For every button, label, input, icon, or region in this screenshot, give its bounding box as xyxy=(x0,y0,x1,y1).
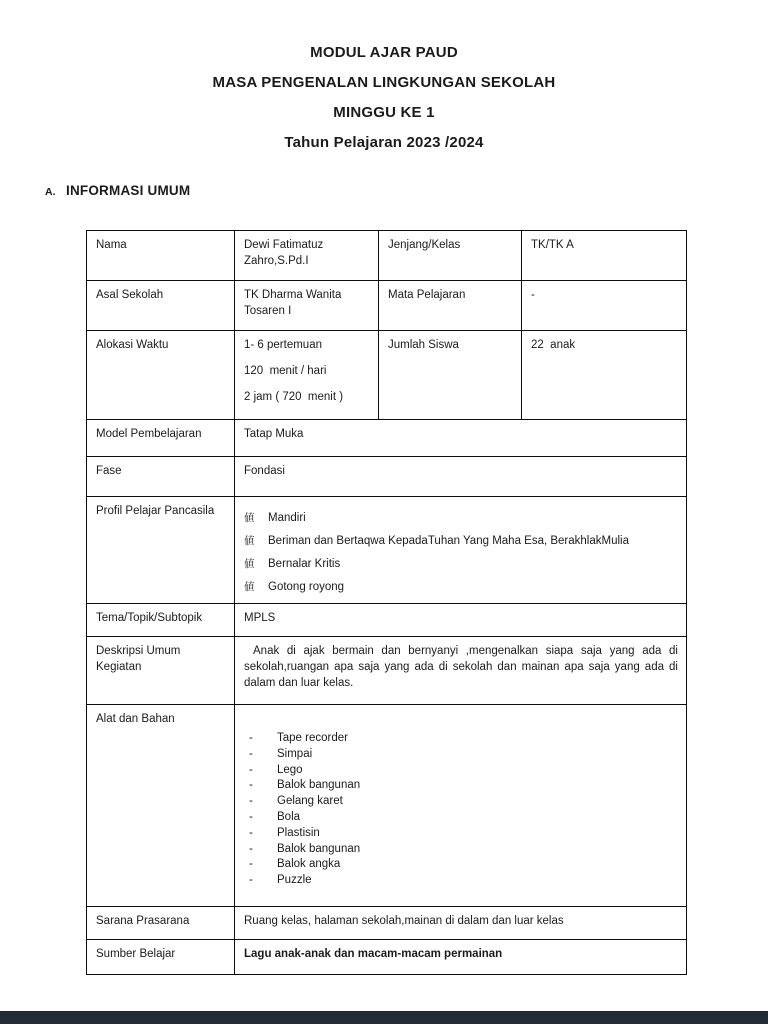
row-label-model-pembelajaran: Model Pembelajaran xyxy=(87,420,235,457)
list-item xyxy=(244,576,678,599)
bullet-icon: 値 xyxy=(244,581,255,593)
bullet-icon: 値 xyxy=(244,512,255,524)
alokasi-line-1: 1- 6 pertemuan xyxy=(244,339,322,351)
row-label-alokasi-waktu: Alokasi Waktu xyxy=(87,331,235,420)
row-value-sumber-belajar: Lagu anak-anak dan macam-macam permainan xyxy=(235,940,687,975)
dash-bullet-icon: - xyxy=(249,795,253,808)
list-item xyxy=(249,826,678,842)
row-value-jumlah-siswa: 22 anak xyxy=(522,331,687,420)
list-item-text: Tape recorder xyxy=(277,732,348,744)
list-item xyxy=(249,857,678,873)
title-line-1: MODUL AJAR PAUD xyxy=(310,44,458,61)
alokasi-line-2: 120 menit / hari xyxy=(244,365,327,377)
row-label-profil-pancasila: Profil Pelajar Pancasila xyxy=(87,497,235,604)
dash-bullet-icon: - xyxy=(249,874,253,887)
list-item-text: Gelang karet xyxy=(277,795,343,808)
list-item xyxy=(244,530,678,553)
table-row xyxy=(87,231,687,281)
row-value-deskripsi-umum: Anak di ajak bermain dan bernyanyi ,mengenalkan siapa saja yang ada di sekolah,ruangan apa saja yang ada di sekolah dan mainan apa saja yang ada di dalam dan luar kelas. xyxy=(235,637,687,705)
row-label-sumber-belajar: Sumber Belajar xyxy=(87,940,235,975)
row-label-fase: Fase xyxy=(87,457,235,497)
row-label-jumlah-siswa: Jumlah Siswa xyxy=(379,331,522,420)
bullet-icon: 値 xyxy=(244,558,255,570)
info-table xyxy=(86,230,687,975)
list-item xyxy=(249,842,678,858)
list-item xyxy=(249,763,678,779)
alokasi-line-3: 2 jam ( 720 menit ) xyxy=(244,391,344,403)
row-value-tema-topik: MPLS xyxy=(235,604,687,637)
page-edge-bar xyxy=(0,1011,768,1024)
dash-bullet-icon: - xyxy=(249,842,253,855)
list-item-text: Bernalar Kritis xyxy=(268,558,341,570)
alat-bahan-list xyxy=(244,711,678,889)
table-row xyxy=(87,331,687,420)
section-heading xyxy=(45,183,190,198)
dash-bullet-icon: - xyxy=(249,858,253,871)
row-value-mata-pelajaran: - xyxy=(522,281,687,331)
table-row xyxy=(87,940,687,975)
row-label-asal-sekolah: Asal Sekolah xyxy=(87,281,235,331)
row-value-asal-sekolah: TK Dharma Wanita Tosaren I xyxy=(235,281,379,331)
title-line-4: Tahun Pelajaran 2023 /2024 xyxy=(284,134,484,151)
list-item xyxy=(249,794,678,810)
list-item-text: Gotong royong xyxy=(268,581,345,593)
table-row xyxy=(87,604,687,637)
list-item xyxy=(244,507,678,530)
list-item xyxy=(244,553,678,576)
row-label-nama: Nama xyxy=(87,231,235,281)
pancasila-list xyxy=(244,503,678,599)
dash-bullet-icon: - xyxy=(249,732,253,744)
row-label-jenjang: Jenjang/Kelas xyxy=(379,231,522,281)
title-line-3: MINGGU KE 1 xyxy=(333,104,435,121)
list-item-text: Balok angka xyxy=(277,858,341,871)
list-item-text: Plastisin xyxy=(277,826,320,839)
row-value-alat-bahan xyxy=(235,705,687,907)
row-value-alokasi-waktu xyxy=(235,331,379,420)
list-item xyxy=(249,731,678,747)
list-item-text: Lego xyxy=(277,763,303,776)
row-value-profil-pancasila xyxy=(235,497,687,604)
dash-bullet-icon: - xyxy=(249,779,253,792)
table-row xyxy=(87,497,687,604)
section-title: INFORMASI UMUM xyxy=(66,183,191,198)
list-item-text: Beriman dan Bertaqwa KepadaTuhan Yang Maha Esa, BerakhlakMulia xyxy=(268,535,629,547)
table-row xyxy=(87,457,687,497)
row-label-deskripsi-umum: Deskripsi Umum Kegiatan xyxy=(87,637,235,705)
table-row xyxy=(87,420,687,457)
bullet-icon: 値 xyxy=(244,535,255,547)
table-row xyxy=(87,637,687,705)
list-item xyxy=(249,747,678,763)
row-value-sarana-prasarana: Ruang kelas, halaman sekolah,mainan di dalam dan luar kelas xyxy=(235,907,687,940)
row-value-model-pembelajaran: Tatap Muka xyxy=(235,420,687,457)
row-label-alat-bahan: Alat dan Bahan xyxy=(87,705,235,907)
table-row xyxy=(87,907,687,940)
list-item xyxy=(249,778,678,794)
row-label-tema-topik: Tema/Topik/Subtopik xyxy=(87,604,235,637)
document-title xyxy=(0,38,768,158)
list-item-text: Balok bangunan xyxy=(277,779,361,792)
list-item-text: Puzzle xyxy=(277,874,312,887)
list-item xyxy=(249,873,678,889)
dash-bullet-icon: - xyxy=(249,810,253,823)
dash-bullet-icon: - xyxy=(249,747,253,760)
section-index: A. xyxy=(45,186,56,198)
title-line-2: MASA PENGENALAN LINGKUNGAN SEKOLAH xyxy=(212,74,556,91)
dash-bullet-icon: - xyxy=(249,763,253,776)
list-item-text: Simpai xyxy=(277,747,313,760)
table-row xyxy=(87,281,687,331)
list-item-text: Balok bangunan xyxy=(277,842,361,855)
row-value-fase: Fondasi xyxy=(235,457,687,497)
list-item-text: Mandiri xyxy=(268,512,306,524)
list-item-text: Bola xyxy=(277,810,301,823)
dash-bullet-icon: - xyxy=(249,826,253,839)
row-value-jenjang: TK/TK A xyxy=(522,231,687,281)
list-item xyxy=(249,810,678,826)
row-label-sarana-prasarana: Sarana Prasarana xyxy=(87,907,235,940)
row-label-mata-pelajaran: Mata Pelajaran xyxy=(379,281,522,331)
row-value-nama: Dewi Fatimatuz Zahro,S.Pd.I xyxy=(235,231,379,281)
table-row xyxy=(87,705,687,907)
